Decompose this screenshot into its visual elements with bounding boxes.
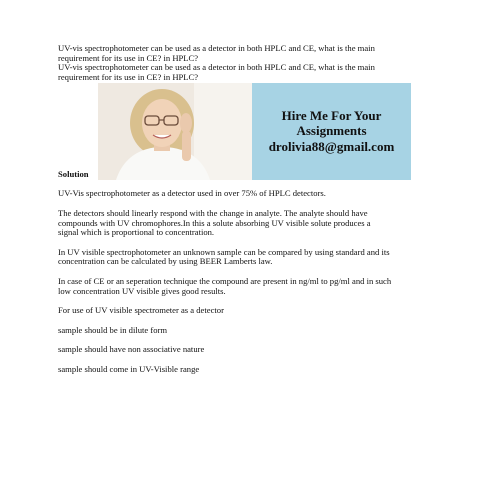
solution-paragraph-8: sample should come in UV-Visible range bbox=[58, 363, 200, 374]
question-text-1b: requirement for its use in CE? in HPLC? bbox=[58, 52, 199, 63]
ad-headline-line2: Assignments bbox=[296, 122, 367, 138]
solution-paragraph-3a: In UV visible spectrophotometer an unknown sample can be compared by using standard and its bbox=[58, 246, 390, 257]
advertisement-text-panel[interactable] bbox=[252, 83, 411, 180]
question-text-2b: requirement for its use in CE? in HPLC? bbox=[58, 71, 199, 82]
ad-headline-line1: Hire Me For Your bbox=[281, 108, 382, 124]
solution-paragraph-3b: concentration can be calculated by using BEER Lamberts law. bbox=[58, 256, 273, 267]
solution-paragraph-2c: signal which is proportional to concentration. bbox=[58, 227, 215, 238]
solution-paragraph-5: For use of UV visible spectrometer as a detector bbox=[58, 305, 224, 316]
hero-section bbox=[58, 83, 438, 183]
advertisement-banner[interactable] bbox=[98, 83, 411, 180]
document-page bbox=[58, 44, 438, 375]
solution-paragraph-7: sample should have non associative nature bbox=[58, 344, 205, 355]
question-text-1a: UV-vis spectrophotometer can be used as a detector in both HPLC and CE, what is the main bbox=[58, 43, 375, 53]
tutor-photo bbox=[98, 83, 252, 180]
solution-paragraph-1: UV-Vis spectrophotometer as a detector used in over 75% of HPLC detectors. bbox=[58, 188, 326, 199]
solution-paragraph-4a: In case of CE or an seperation technique the compound are present in ng/ml to pg/ml and in such bbox=[58, 275, 392, 286]
solution-paragraph-2b: compounds with UV chromophores.In this a solute absorbing UV visible solute produces a bbox=[58, 217, 371, 228]
solution-paragraph-4b: low concentration UV visible gives good results. bbox=[58, 285, 226, 296]
ad-email-link[interactable]: drolivia88@gmail.com bbox=[268, 139, 395, 155]
question-text-2a: UV-vis spectrophotometer can be used as a detector in both HPLC and CE, what is the main bbox=[58, 62, 375, 73]
tutor-portrait-illustration bbox=[98, 83, 252, 180]
solution-paragraph-6: sample should be in dilute form bbox=[58, 324, 168, 335]
solution-heading: Solution bbox=[58, 169, 89, 180]
solution-paragraph-2a: The detectors should linearly respond with the change in analyte. The analyte should have bbox=[58, 207, 368, 218]
